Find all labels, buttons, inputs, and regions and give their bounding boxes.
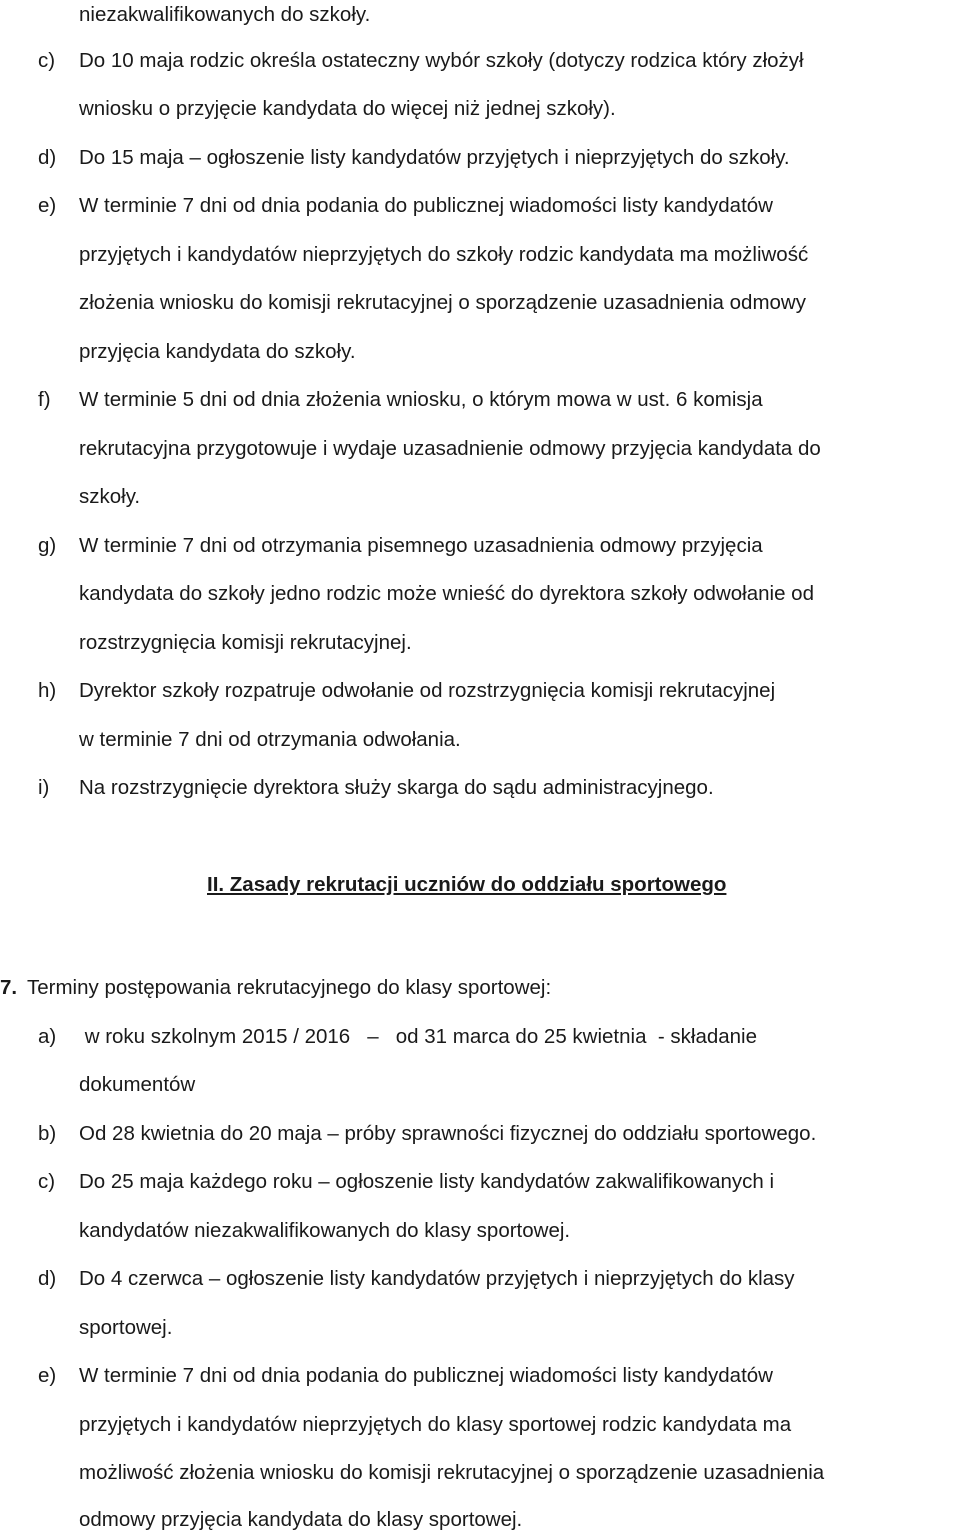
- list-marker: g): [38, 534, 57, 557]
- list-item-text: rekrutacyjna przygotowuje i wydaje uzasadnienie odmowy przyjęcia kandydata do: [79, 437, 821, 460]
- list-item-text: kandydata do szkoły jedno rodzic może wnieść do dyrektora szkoły odwołanie od: [79, 582, 814, 605]
- list-marker: c): [38, 1170, 56, 1193]
- list-item-text: w roku szkolnym 2015 / 2016 – od 31 marca do 25 kwietnia - składanie: [79, 1025, 758, 1048]
- point-number: 7.: [0, 976, 18, 999]
- list-item-text: W terminie 7 dni od dnia podania do publicznej wiadomości listy kandydatów: [79, 1364, 773, 1387]
- list-marker: b): [38, 1122, 57, 1145]
- list-item-text: Dyrektor szkoły rozpatruje odwołanie od rozstrzygnięcia komisji rekrutacyjnej: [79, 679, 776, 702]
- list-item-text: Do 25 maja każdego roku – ogłoszenie listy kandydatów zakwalifikowanych i: [79, 1170, 775, 1193]
- list-item-text: niezakwalifikowanych do szkoły.: [79, 3, 371, 26]
- list-marker: i): [38, 776, 50, 799]
- section-heading: II. Zasady rekrutacji uczniów do oddziału sportowego: [207, 873, 727, 896]
- list-item-text: sportowej.: [79, 1316, 173, 1339]
- list-item-text: szkoły.: [79, 485, 141, 508]
- list-item-text: złożenia wniosku do komisji rekrutacyjnej o sporządzenie uzasadnienia odmowy: [79, 291, 806, 314]
- list-marker: d): [38, 146, 57, 169]
- list-marker: e): [38, 1364, 57, 1387]
- list-item-text: przyjęcia kandydata do szkoły.: [79, 340, 356, 363]
- list-item-text: W terminie 7 dni od otrzymania pisemnego uzasadnienia odmowy przyjęcia: [79, 534, 763, 557]
- list-item-text: w terminie 7 dni od otrzymania odwołania.: [79, 728, 461, 751]
- list-marker: f): [38, 388, 51, 411]
- list-marker: h): [38, 679, 57, 702]
- list-item-text: przyjętych i kandydatów nieprzyjętych do szkoły rodzic kandydata ma możliwość: [79, 243, 809, 266]
- list-item-text: Do 4 czerwca – ogłoszenie listy kandydatów przyjętych i nieprzyjętych do klasy: [79, 1267, 795, 1290]
- list-item-text: W terminie 5 dni od dnia złożenia wniosku, o którym mowa w ust. 6 komisja: [79, 388, 763, 411]
- list-item-text: możliwość złożenia wniosku do komisji rekrutacyjnej o sporządzenie uzasadnienia: [79, 1461, 825, 1484]
- list-item-text: W terminie 7 dni od dnia podania do publicznej wiadomości listy kandydatów: [79, 194, 773, 217]
- list-item-text: Od 28 kwietnia do 20 maja – próby sprawności fizycznej do oddziału sportowego.: [79, 1122, 817, 1145]
- list-item-text: Do 10 maja rodzic określa ostateczny wybór szkoły (dotyczy rodzica który złożył: [79, 49, 804, 72]
- list-marker: c): [38, 49, 56, 72]
- list-marker: a): [38, 1025, 57, 1048]
- point-title: Terminy postępowania rekrutacyjnego do klasy sportowej:: [27, 976, 552, 999]
- list-item-text: Na rozstrzygnięcie dyrektora służy skarga do sądu administracyjnego.: [79, 776, 714, 799]
- list-marker: e): [38, 194, 57, 217]
- list-item-text: rozstrzygnięcia komisji rekrutacyjnej.: [79, 631, 412, 654]
- list-item-text: przyjętych i kandydatów nieprzyjętych do klasy sportowej rodzic kandydata ma: [79, 1413, 792, 1436]
- list-item-text: odmowy przyjęcia kandydata do klasy sportowej.: [79, 1508, 523, 1531]
- list-item-text: Do 15 maja – ogłoszenie listy kandydatów przyjętych i nieprzyjętych do szkoły.: [79, 146, 790, 169]
- list-item-text: kandydatów niezakwalifikowanych do klasy sportowej.: [79, 1219, 571, 1242]
- list-marker: d): [38, 1267, 57, 1290]
- list-item-text: dokumentów: [79, 1073, 196, 1096]
- list-item-text: wniosku o przyjęcie kandydata do więcej niż jednej szkoły).: [79, 97, 616, 120]
